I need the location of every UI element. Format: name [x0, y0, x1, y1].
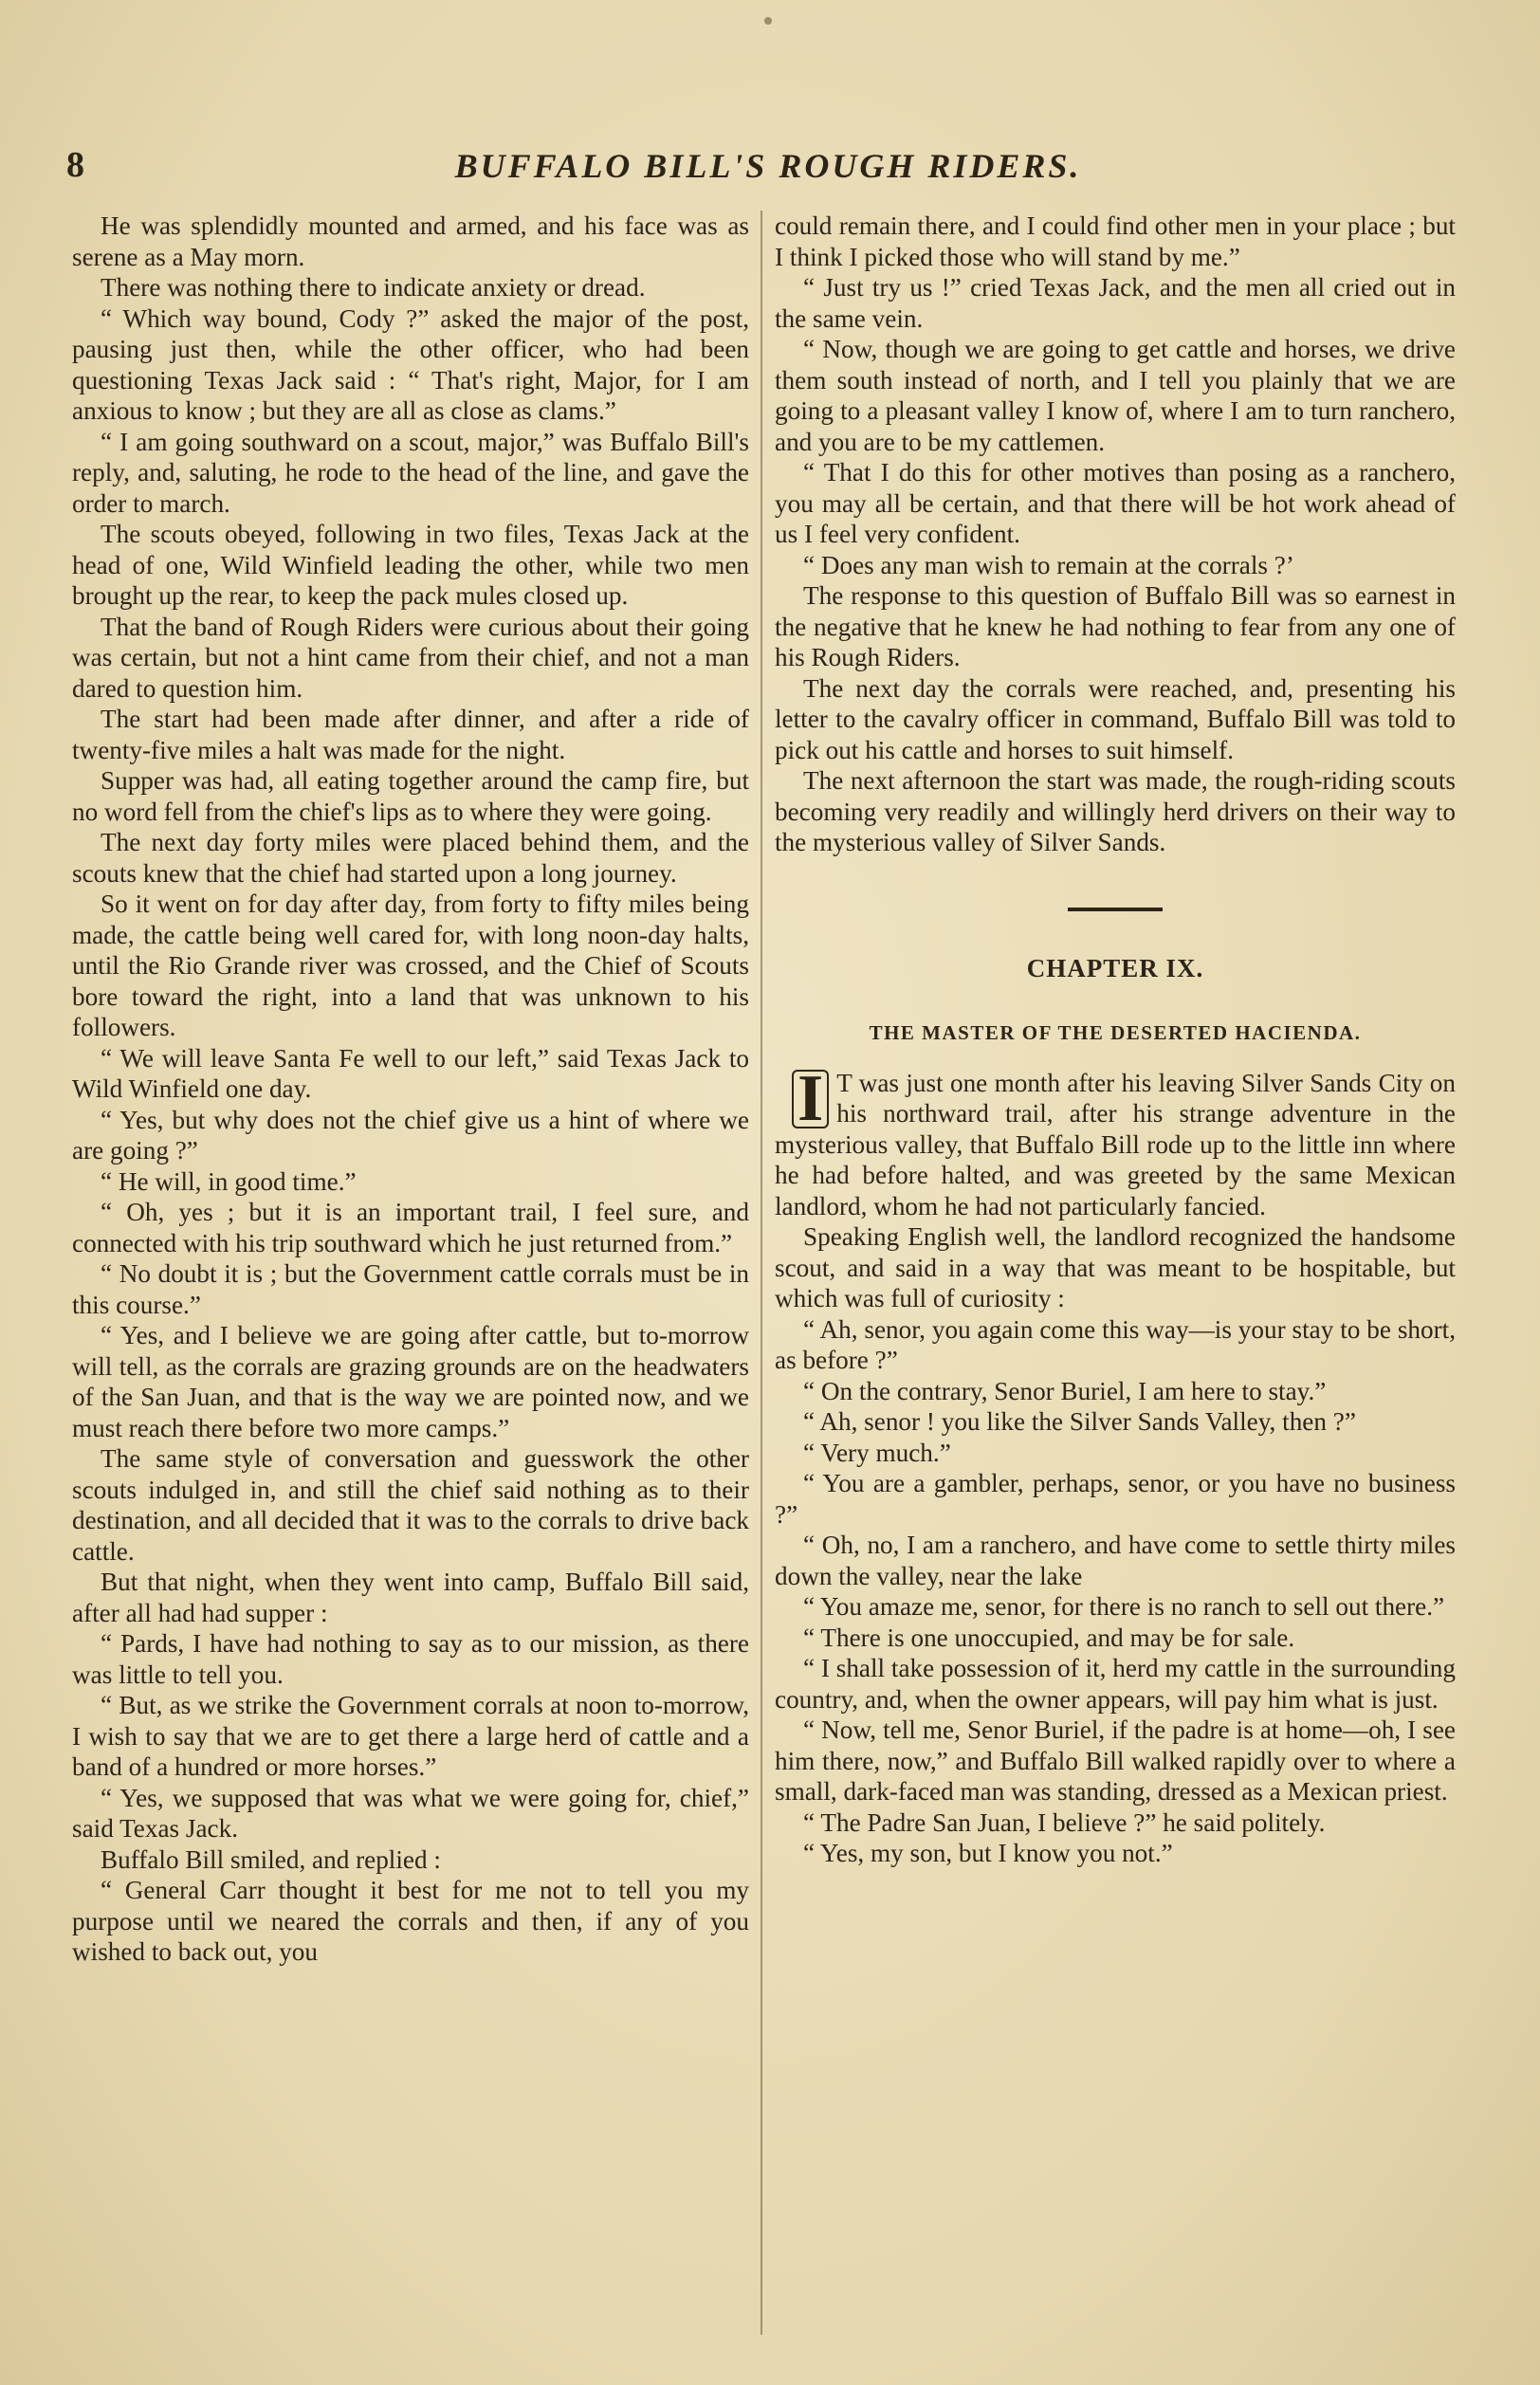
chapter-opening-paragraph: [775, 1061, 1456, 1222]
paragraph: Buffalo Bill smiled, and replied :: [101, 1844, 441, 1874]
paragraph: The same style of conversation and guesswork the other scouts indulged in, and still the chief said nothing as to their destination, and all decided that it was to the corrals to drive back cattle.: [72, 1444, 749, 1566]
paragraph: “ I shall take possession of it, herd my cattle in the surrounding country, and, when the owner appears, will pay him what is just.: [775, 1654, 1456, 1714]
chapter-title: CHAPTER IX.: [1026, 953, 1204, 982]
paragraph: “ Just try us !” cried Texas Jack, and the men all cried out in the same vein.: [775, 273, 1456, 333]
paragraph: So it went on for day after day, from forty to fifty miles being made, the cattle being well cared for, with long noon-day halts, until the Rio Grande river was crossed, and the Chief of Scouts bore toward the right, into a land that was unknown to his followers.: [72, 890, 749, 1041]
chapter-subtitle: THE MASTER OF THE DESERTED HACIENDA.: [869, 1021, 1362, 1044]
chapter-opening-text: T was just one month after his leaving Silver Sands City on his northward trail, after his strange adventure in the mysterious valley, that Buffalo Bill rode up to the little inn where he had before halted, and was greeted by the same Mexican landlord, whom he had not particularly fancied.: [775, 1068, 1456, 1220]
paragraph: “ On the contrary, Senor Buriel, I am here to stay.”: [803, 1376, 1327, 1405]
paragraph: “ Very much.”: [803, 1438, 951, 1467]
paragraph: “ We will leave Santa Fe well to our left,” said Texas Jack to Wild Winfield one day.: [72, 1043, 749, 1103]
paragraph: “ Pards, I have had nothing to say as to our mission, as there was little to tell you.: [72, 1629, 749, 1689]
paragraph: Supper was had, all eating together around the camp fire, but no word fell from the chief's lips as to where they were going.: [72, 766, 749, 826]
paragraph: “ I am going southward on a scout, major,” was Buffalo Bill's reply, and, saluting, he rode to the head of the line, and gave the order to march.: [72, 427, 749, 518]
paragraph: “ Yes, we supposed that was what we were going for, chief,” said Texas Jack.: [72, 1783, 749, 1843]
paragraph: The next day forty miles were placed behind them, and the scouts knew that the chief had started upon a long journey.: [72, 828, 749, 888]
paragraph: “ He will, in good time.”: [101, 1166, 357, 1196]
paragraph: The response to this question of Buffalo Bill was so earnest in the negative that he knew he had nothing to fear from any one of his Rough Riders.: [775, 581, 1456, 671]
paragraph: “ Oh, no, I am a ranchero, and have come to settle thirty miles down the valley, near the lake: [775, 1531, 1456, 1590]
paragraph: “ Which way bound, Cody ?” asked the major of the post, pausing just then, while the other officer, who had been questioning Texas Jack said : “ That's right, Major, for I am anxious to know ; but they are all as close as clams.”: [72, 303, 749, 425]
column-divider: [761, 211, 762, 2335]
paragraph: “ That I do this for other motives than posing as a ranchero, you may all be certain, and that there will be hot work ahead of us I feel very confident.: [775, 458, 1456, 548]
paragraph: The start had been made after dinner, and after a ride of twenty-five miles a halt was made for the night.: [72, 705, 749, 764]
paragraph: But that night, when they went into camp, Buffalo Bill said, after all had had supper :: [72, 1568, 749, 1627]
paragraph: “ There is one unoccupied, and may be for sale.: [803, 1623, 1295, 1652]
paragraph: “ General Carr thought it best for me not to tell you my purpose until we neared the corrals and then, if any of you wished to back out, you: [72, 1876, 749, 1966]
paragraph: “ Oh, yes ; but it is an important trail, I feel sure, and connected with his trip southward which he just returned from.”: [72, 1198, 749, 1257]
section-divider: [1068, 908, 1163, 911]
paragraph: “ Now, tell me, Senor Buriel, if the padre is at home—oh, I see him there, now,” and Buffalo Bill walked rapidly over to where a small, dark-faced man was standing, dressed as a Mexican priest.: [775, 1715, 1456, 1806]
paragraph: “ Yes, my son, but I know you not.”: [803, 1839, 1173, 1867]
paragraph: “ Yes, and I believe we are going after cattle, but to-morrow will tell, as the corrals are grazing grounds are on the headwaters of the San Juan, and that is the way we are pointed now, and we must reach there before two more camps.”: [72, 1321, 749, 1442]
paragraph: “ Does any man wish to remain at the corrals ?’: [803, 550, 1294, 579]
paragraph: “ You amaze me, senor, for there is no ranch to sell out there.”: [803, 1592, 1445, 1621]
running-title: BUFFALO BILL'S ROUGH RIDERS.: [454, 147, 1082, 185]
paragraph: “ No doubt it is ; but the Government cattle corrals must be in this course.”: [72, 1259, 749, 1319]
paragraph: There was nothing there to indicate anxiety or dread.: [101, 273, 646, 302]
paragraph: “ But, as we strike the Government corrals at noon to-morrow, I wish to say that we are to get there a large herd of cattle and a band of a hundred or more horses.”: [72, 1691, 749, 1781]
paragraph: The next day the corrals were reached, and, presenting his letter to the cavalry officer in command, Buffalo Bill was told to pick out his cattle and horses to suit himself.: [775, 673, 1456, 764]
paragraph: “ Now, though we are going to get cattle and horses, we drive them south instead of north, and I tell you plainly that we are going to a pleasant valley I know of, where I am to turn ranchero, and you are to be my cattlemen.: [775, 335, 1456, 456]
paragraph: The scouts obeyed, following in two files, Texas Jack at the head of one, Wild Winfield leading the other, while two men brought up the rear, to keep the pack mules closed up.: [72, 520, 749, 610]
paragraph: could remain there, and I could find other men in your place ; but I think I picked those who will stand by me.”: [775, 211, 1456, 271]
paragraph: “ Yes, but why does not the chief give us a hint of where we are going ?”: [72, 1105, 749, 1165]
page-number: 8: [66, 145, 84, 185]
paragraph: “ Ah, senor ! you like the Silver Sands Valley, then ?”: [803, 1407, 1356, 1436]
paragraph: “ You are a gambler, perhaps, senor, or you have no business ?”: [775, 1469, 1456, 1529]
paragraph: Speaking English well, the landlord recognized the handsome scout, and said in a way that was meant to be hospitable, but which was full of curiosity :: [775, 1222, 1456, 1312]
paragraph: “ The Padre San Juan, I believe ?” he said politely.: [803, 1807, 1326, 1837]
paragraph: That the band of Rough Riders were curious about their going was certain, but not a hint came from their chief, and not a man dared to question him.: [72, 612, 749, 703]
paragraph: The next afternoon the start was made, the rough-riding scouts becoming very readily and willingly herd drivers on their way to the mysterious valley of Silver Sands.: [775, 766, 1456, 856]
right-column: [775, 211, 1456, 2354]
page-header: [66, 144, 1470, 192]
printer-mark: [764, 17, 772, 25]
paragraph: He was splendidly mounted and armed, and his face was as serene as a May morn.: [72, 211, 749, 271]
left-column: [72, 211, 749, 2354]
drop-cap: I: [792, 1070, 829, 1128]
paragraph: “ Ah, senor, you again come this way—is your stay to be short, as before ?”: [775, 1314, 1456, 1374]
